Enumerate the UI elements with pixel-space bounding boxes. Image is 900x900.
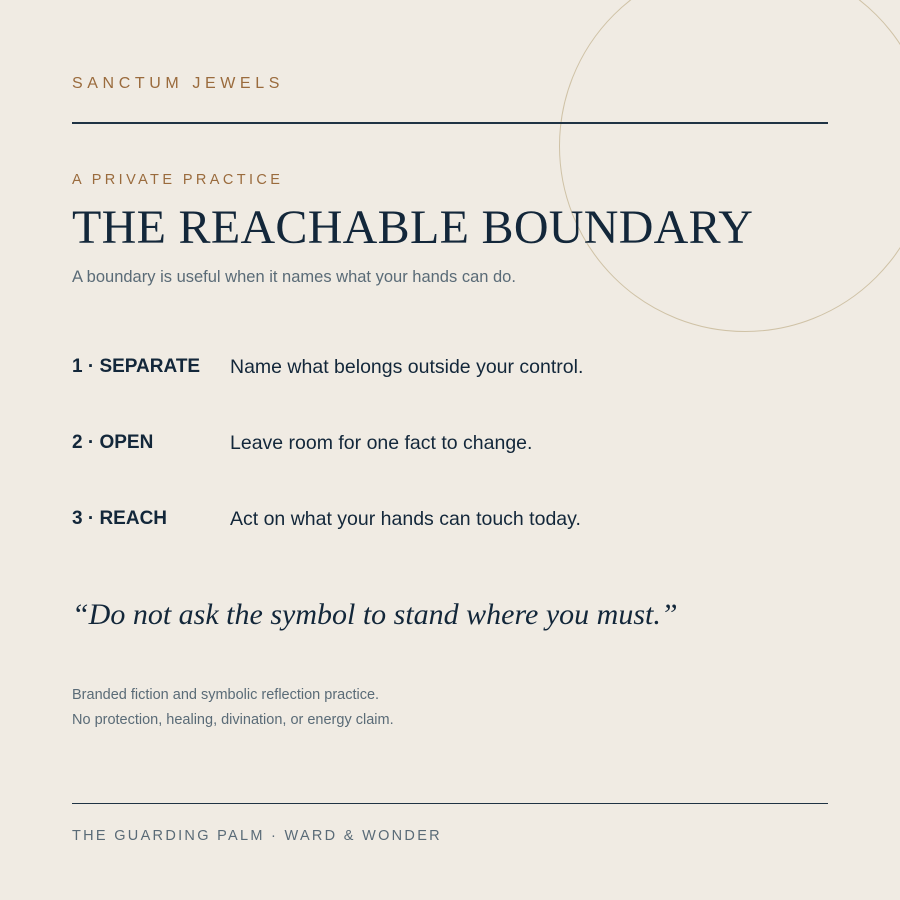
disclaimer-line: Branded fiction and symbolic reflection practice.: [72, 687, 380, 703]
footer-text: THE GUARDING PALM · WARD & WONDER: [72, 828, 442, 844]
step-description: Act on what your hands can touch today.: [230, 508, 581, 530]
brand-name: SANCTUM JEWELS: [72, 75, 284, 92]
pull-quote: “Do not ask the symbol to stand where you must.”: [72, 598, 678, 631]
step-label: 3 · REACH: [72, 508, 168, 529]
disclaimer-line: No protection, healing, divination, or energy claim.: [72, 712, 394, 728]
step-description: Leave room for one fact to change.: [230, 432, 533, 454]
page-subtitle: A boundary is useful when it names what your hands can do.: [72, 268, 516, 286]
step-label: 2 · OPEN: [72, 432, 154, 453]
step-description: Name what belongs outside your control.: [230, 356, 584, 378]
step-label: 1 · SEPARATE: [72, 356, 201, 377]
decorative-circle: [559, 0, 900, 332]
bottom-divider: [72, 803, 828, 804]
top-divider: [72, 122, 828, 124]
eyebrow-label: A PRIVATE PRACTICE: [72, 172, 284, 188]
page-title: THE REACHABLE BOUNDARY: [72, 201, 754, 254]
